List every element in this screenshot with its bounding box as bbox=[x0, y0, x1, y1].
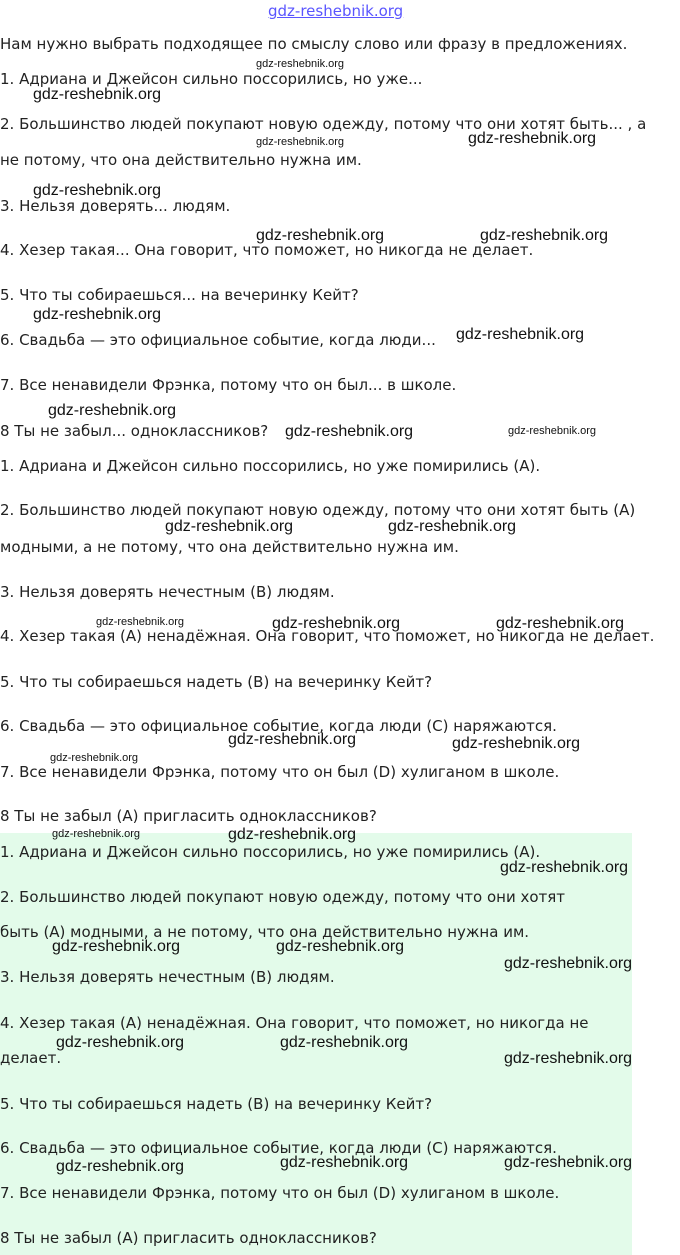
watermark-text: gdz-reshebnik.org bbox=[276, 938, 405, 955]
watermark-text: gdz-reshebnik.org bbox=[504, 1154, 633, 1171]
task-line: 2. Большинство людей покупают новую одежду, потому что они хотят быть... , а bbox=[0, 115, 647, 133]
site-link[interactable]: gdz-reshebnik.org bbox=[268, 2, 404, 20]
highlighted-answer-line: 6. Свадьба — это официальное событие, когда люди (C) наряжаются. bbox=[0, 1139, 557, 1157]
watermark-text: gdz-reshebnik.org bbox=[33, 86, 162, 103]
highlighted-answer-line: быть (A) модными, а не потому, что она действительно нужна им. bbox=[0, 923, 530, 941]
watermark-text: gdz-reshebnik.org bbox=[33, 306, 162, 323]
task-line: 5. Что ты собираешься... на вечеринку Кейт? bbox=[0, 286, 359, 304]
highlighted-answer-line: делает. bbox=[0, 1049, 62, 1067]
watermark-text: gdz-reshebnik.org bbox=[256, 58, 345, 70]
watermark-text: gdz-reshebnik.org bbox=[388, 518, 517, 535]
watermark-text: gdz-reshebnik.org bbox=[285, 423, 414, 440]
task-line: 3. Нельзя доверять... людям. bbox=[0, 197, 231, 215]
highlighted-answer-line: 4. Хезер такая (A) ненадёжная. Она говорит, что поможет, но никогда не bbox=[0, 1014, 589, 1032]
watermark-text: gdz-reshebnik.org bbox=[504, 1050, 633, 1067]
watermark-text: gdz-reshebnik.org bbox=[52, 938, 181, 955]
watermark-text: gdz-reshebnik.org bbox=[508, 425, 597, 437]
watermark-text: gdz-reshebnik.org bbox=[480, 227, 609, 244]
watermark-text: gdz-reshebnik.org bbox=[272, 615, 401, 632]
task-line: 6. Свадьба — это официальное событие, когда люди... bbox=[0, 331, 436, 349]
watermark-text: gdz-reshebnik.org bbox=[56, 1158, 185, 1175]
highlighted-answer-line: 5. Что ты собираешься надеть (B) на вечеринку Кейт? bbox=[0, 1095, 433, 1113]
watermark-text: gdz-reshebnik.org bbox=[165, 518, 294, 535]
watermark-text: gdz-reshebnik.org bbox=[452, 735, 581, 752]
watermark-text: gdz-reshebnik.org bbox=[228, 731, 357, 748]
answer-line: 8 Ты не забыл (A) пригласить одноклассников? bbox=[0, 807, 377, 825]
intro-text: Нам нужно выбрать подходящее по смыслу слово или фразу в предложениях. bbox=[0, 35, 628, 53]
watermark-text: gdz-reshebnik.org bbox=[96, 616, 185, 628]
watermark-text: gdz-reshebnik.org bbox=[280, 1034, 409, 1051]
watermark-text: gdz-reshebnik.org bbox=[504, 955, 633, 972]
answer-line: 1. Адриана и Джейсон сильно поссорились, но уже помирились (A). bbox=[0, 457, 541, 475]
watermark-text: gdz-reshebnik.org bbox=[500, 859, 629, 876]
watermark-text: gdz-reshebnik.org bbox=[280, 1154, 409, 1171]
watermark-text: gdz-reshebnik.org bbox=[456, 326, 585, 343]
watermark-text: gdz-reshebnik.org bbox=[48, 402, 177, 419]
answer-line: 5. Что ты собираешься надеть (B) на вечеринку Кейт? bbox=[0, 673, 433, 691]
highlighted-answer-line: 1. Адриана и Джейсон сильно поссорились, но уже помирились (A). bbox=[0, 843, 541, 861]
highlighted-answer-line: 3. Нельзя доверять нечестным (B) людям. bbox=[0, 968, 335, 986]
highlighted-answer-line: 2. Большинство людей покупают новую одежду, потому что они хотят bbox=[0, 888, 566, 906]
watermark-text: gdz-reshebnik.org bbox=[50, 752, 139, 764]
answer-line: модными, а не потому, что она действительно нужна им. bbox=[0, 538, 459, 556]
task-line: не потому, что она действительно нужна им. bbox=[0, 151, 362, 169]
highlighted-answer-line: 7. Все ненавидели Фрэнка, потому что он был (D) хулиганом в школе. bbox=[0, 1184, 560, 1202]
answer-line: 4. Хезер такая (A) ненадёжная. Она говорит, что поможет, но никогда не делает. bbox=[0, 627, 655, 645]
watermark-text: gdz-reshebnik.org bbox=[256, 227, 385, 244]
highlighted-answer-line: 8 Ты не забыл (A) пригласить одноклассников? bbox=[0, 1229, 377, 1247]
task-line: 8 Ты не забыл... одноклассников? bbox=[0, 422, 269, 440]
task-line: 4. Хезер такая... Она говорит, что поможет, но никогда не делает. bbox=[0, 241, 534, 259]
answer-line: 7. Все ненавидели Фрэнка, потому что он был (D) хулиганом в школе. bbox=[0, 763, 560, 781]
answer-line: 2. Большинство людей покупают новую одежду, потому что они хотят быть (A) bbox=[0, 501, 636, 519]
answer-line: 6. Свадьба — это официальное событие, когда люди (C) наряжаются. bbox=[0, 717, 557, 735]
watermark-text: gdz-reshebnik.org bbox=[228, 826, 357, 843]
watermark-text: gdz-reshebnik.org bbox=[496, 615, 625, 632]
answer-line: 3. Нельзя доверять нечестным (B) людям. bbox=[0, 583, 335, 601]
task-line: 7. Все ненавидели Фрэнка, потому что он был... в школе. bbox=[0, 376, 457, 394]
watermark-text: gdz-reshebnik.org bbox=[256, 136, 345, 148]
watermark-text: gdz-reshebnik.org bbox=[33, 182, 162, 199]
watermark-text: gdz-reshebnik.org bbox=[56, 1034, 185, 1051]
task-line: 1. Адриана и Джейсон сильно поссорились, но уже... bbox=[0, 70, 423, 88]
watermark-text: gdz-reshebnik.org bbox=[468, 130, 597, 147]
watermark-text: gdz-reshebnik.org bbox=[52, 828, 141, 840]
